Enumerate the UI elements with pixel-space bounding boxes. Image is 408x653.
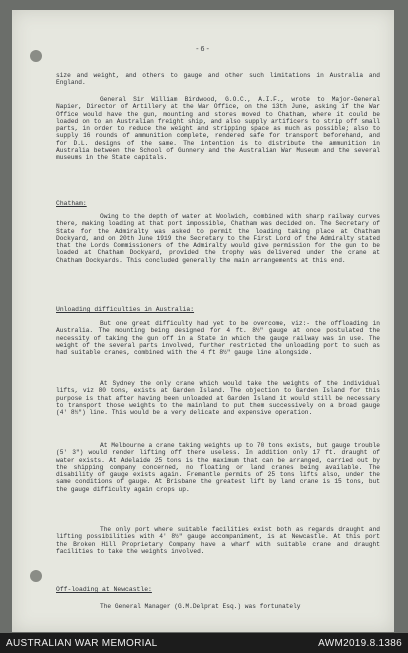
paragraph: But one great difficulty had yet to be overcome, viz:- the offloading in Australia. The mounting being designed for 4 ft. 8½" gauge at once postulated the necessity of taking the gun off in a State in which the gauge railway was in use. The weight of the several parts involved, further restricted the unloading port to such as had suitable cranes, combined with the 4 ft 8½" gauge line alongside. xyxy=(56,320,380,357)
footer-bar xyxy=(0,633,408,653)
section-heading: Off-loading at Newcastle: xyxy=(56,586,152,593)
paragraph: At Sydney the only crane which would take the weights of the individual lifts, viz 80 tons, exists at Garden Island. The objection to Garden Island for this purpose is that after having been unloaded at Garden Island it would still be necessary to transport those weights to the mainland to put them successively on a broad gauge (4' 8½") line. This would be a very delicate and expensive operation. xyxy=(56,380,380,417)
paragraph: The only port where suitable facilities exist both as regards draught and lifting possibilities with 4' 8½" gauge accompaniment, is at Newcastle. At this port the Broken Hill Proprietary Company have a wharf with suitable crane and draught facilities to take the weights involved. xyxy=(56,526,380,555)
section-heading: Unloading difficulties in Australia: xyxy=(56,306,195,313)
footer-institution: AUSTRALIAN WAR MEMORIAL xyxy=(6,637,158,649)
paragraph: At Melbourne a crane taking weights up to 70 tons exists, but gauge trouble (5' 3") would render lifting off there useless. In addition only 17 ft. draught of water exists. At Adelaide 25 tons is the maximum that can be arranged, carried out by the shipping company concerned, no floating or land cranes being available. The disability of gauge exists again. Fremantle permits of 25 tons lifts also, under the same conditions of gauge. At Brisbane the greatest lift by land crane is 15 tons, but the gauge difficulty again crops up. xyxy=(56,442,380,493)
document-page xyxy=(12,10,394,632)
paragraph: General Sir William Birdwood, G.O.C., A.I.F., wrote to Major-General Napier, Director of Artillery at the War Office, on the 13th June, asking if the War Office would have the gun, mounting and stores moved to Chatham, where it could be loaded on to an Australian freight ship, and also supply artificers to strip off small parts, in order to reduce the weight and stripping space as much as possible; also to supply 16 rounds of ammunition complete, rendered safe for transport beforehand, and for D.L. designs of the same. The intention is to distribute the ammunition in Australia between the School of Gunnery and the Australian War Museum and the several museums in the State capitals. xyxy=(56,96,380,162)
punch-hole xyxy=(30,570,42,582)
paragraph: size and weight, and others to gauge and other such limitations in Australia and England. xyxy=(56,72,380,87)
footer-accession-number: AWM2019.8.1386 xyxy=(318,637,402,649)
paragraph: The General Manager (G.M.Delprat Esq.) was fortunately xyxy=(100,603,301,610)
page-number: -6- xyxy=(195,46,211,54)
paragraph: Owing to the depth of water at Woolwich, combined with sharp railway curves there, making loading at that port impossible, Chatham was decided on. The Secretary of State for the Admiralty was asked to permit the loading taking place at Chatham Dockyard, and on 20th June 1919 the Secretary to the First Lord of the Admiralty stated that the Lords Commissioners of the Admiralty would give permission for the gun to be loaded at Chatham Dockyard, provided the trophy was delivered under the crane at Chatham Dockyards. This concluded generally the main arrangements at this end. xyxy=(56,213,380,264)
section-heading: Chatham: xyxy=(56,200,87,207)
